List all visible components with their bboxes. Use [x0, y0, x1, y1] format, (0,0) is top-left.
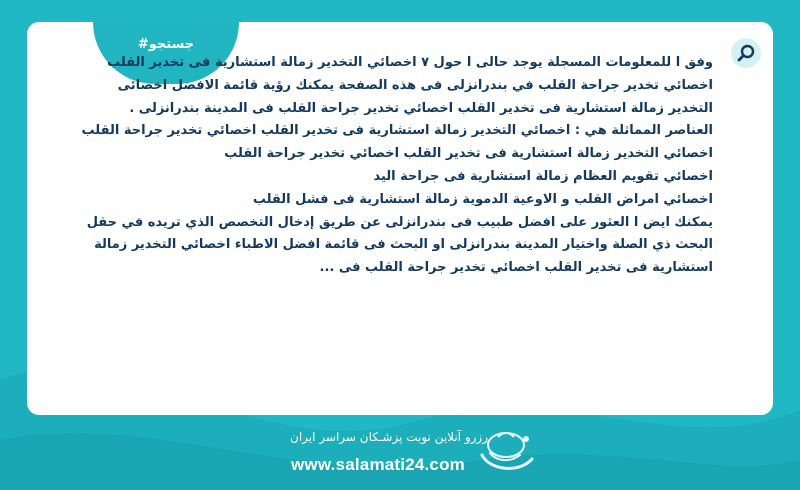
paragraph-item-2: اخصائي تقويم العظام زمالة استشارية فی جراحة اليد	[373, 168, 713, 184]
search-button[interactable]	[731, 38, 761, 68]
paragraph-item-3: اخصائي امراض القلب و الاوعية الدموية زمالة استشارية فی فشل القلب	[252, 191, 713, 207]
paragraph-similar-items: العناصر المماثلة هي : اخصائي التخدير زمالة استشارية فی تخدير القلب اخصائي تخدير جراحة القلب	[81, 123, 713, 139]
hashtag-label: #جستجو	[137, 36, 195, 52]
paragraph-item-1: اخصائي التخدير زمالة استشارية فی تخدير القلب اخصائي تخدير جراحة القلب	[224, 146, 713, 162]
paragraph-intro: وفق ا للمعلومات المسجلة يوجد حالی ا حول ٧ اخصائي التخدير زمالة استشارية فی تخدير القلب اخصائي تخدير جراحة القلب في بندرانزلی فی هذه الصفحة يمكنك رؤية قائمة الافضل اخصائی التخدير زمالة استشارية فی تخدير القلب اخصائي تخدير جراحة القلب فی المدينة بندرانزلی .	[107, 55, 713, 116]
website-link[interactable]: www.salamati24.com	[291, 455, 465, 474]
salamati-logo-icon	[470, 425, 540, 481]
footer-tagline: رزرو آنلاین نوبت پزشـکان سراسر ایران	[290, 430, 488, 444]
content-card	[27, 22, 773, 415]
search-icon	[736, 43, 756, 63]
paragraph-search-hint: يمكنك ايض ا العثور علی افضل طبيب فی بندرانزلی عن طريق إدخال التخصص الذي تريده في حقل البحث ذي الصلة واختيار المدينة بندرانزلی او البحث فی قائمة افضل الاطباء اخصائي التخدير زمالة استشارية فی تخدير القلب اخصائي تخدير جراحة القلب فی ...	[86, 214, 713, 276]
description-text	[75, 52, 713, 412]
